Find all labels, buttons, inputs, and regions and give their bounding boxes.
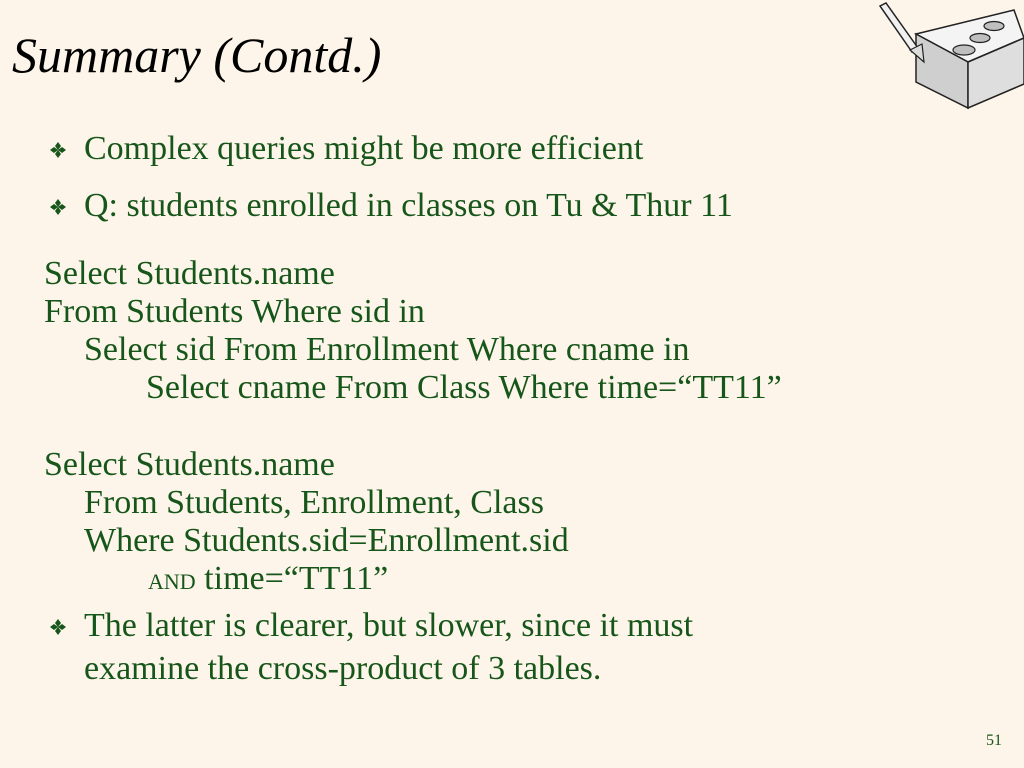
query2-line4 bbox=[148, 560, 388, 601]
query1-line2: From Students Where sid in bbox=[44, 293, 425, 330]
four-diamond-bullet-icon bbox=[48, 197, 68, 217]
four-diamond-bullet-icon bbox=[48, 140, 68, 160]
query2-line1: Select Students.name bbox=[44, 446, 335, 483]
query1-line3: Select sid From Enrollment Where cname in bbox=[84, 331, 690, 368]
query1-line1: Select Students.name bbox=[44, 255, 335, 292]
query2-line2: From Students, Enrollment, Class bbox=[84, 484, 544, 521]
query1-line4: Select cname From Class Where time=“TT11” bbox=[146, 369, 782, 406]
page-number: 51 bbox=[986, 732, 1002, 749]
time-condition: time=“TT11” bbox=[204, 560, 389, 597]
slide-title: Summary (Contd.) bbox=[12, 27, 382, 83]
query2-line3: Where Students.sid=Enrollment.sid bbox=[84, 522, 569, 559]
brick-trowel-logo-icon bbox=[870, 0, 1024, 122]
and-keyword: AND bbox=[148, 569, 196, 594]
four-diamond-bullet-icon bbox=[48, 617, 68, 637]
